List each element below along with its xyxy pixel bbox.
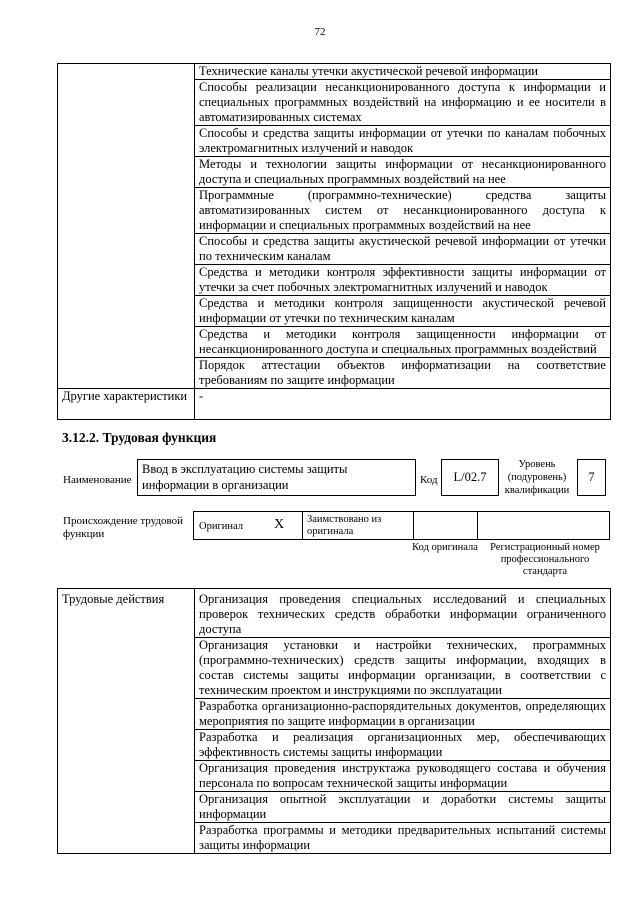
other-characteristics-value: -: [195, 389, 611, 420]
table-cell: Средства и методики контроля защищенности информации от несанкционированного доступа и специальных программных воздействий: [195, 327, 611, 358]
table-cell: Порядок аттестации объектов информатизации на соответствие требованиям по защите информации: [195, 358, 611, 389]
work-actions-label: Трудовые действия: [58, 589, 195, 854]
borrowed-label: Заимствовано из оригинала: [307, 514, 382, 537]
code-value: L/02.7: [453, 470, 487, 484]
table-cell: Организация установки и настройки технических, программных (программно-технических) средств защиты информации, входящих в состав системы защиты информации организации, в соответствии с техническим проектом и инструкциями по эксплуатации: [195, 638, 611, 699]
name-value-box: [137, 459, 416, 496]
table-cell: Способы и средства защиты информации от утечки по каналам побочных электромагнитных излучений и наводок: [195, 126, 611, 157]
code-value-box: [441, 459, 499, 496]
code-original-label: Код оригинала: [412, 542, 478, 553]
table-row: [58, 589, 611, 638]
empty-label-cell: [58, 64, 195, 389]
reg-number-label: Регистрационный номер профессионального стандарта: [490, 542, 600, 577]
work-actions-table: [57, 588, 611, 854]
other-characteristics-label: Другие характеристики: [58, 389, 195, 420]
table-row: [58, 64, 611, 80]
original-label: Оригинал: [199, 521, 243, 532]
level-value: 7: [588, 470, 595, 484]
table-cell: Организация проведения специальных исследований и специальных проверок технических средств обработки информации ограниченного доступа: [195, 589, 611, 638]
table-cell: Средства и методики контроля защищенности акустической речевой информации от утечки по техническим каналам: [195, 296, 611, 327]
name-value: Ввод в эксплуатацию системы защиты информации в организации: [142, 462, 348, 492]
reg-number-box: [477, 511, 610, 540]
knowledge-table: [57, 63, 611, 420]
page-number: 72: [314, 26, 326, 38]
code-label: Код: [420, 474, 438, 486]
table-cell: Программные (программно-технические) средства защиты автоматизированных систем от несанкционированного доступа к информации и специальных программных воздействий на нее: [195, 188, 611, 234]
table-cell: Разработка и реализация организационных мер, обеспечивающих эффективность системы защиты информации: [195, 730, 611, 761]
borrowed-box: [302, 511, 414, 540]
level-value-box: [577, 459, 606, 496]
section-title: 3.12.2. Трудовая функция: [62, 430, 217, 445]
table-cell: Средства и методики контроля эффективности защиты информации от утечки за счет побочных электромагнитных излучений и наводок: [195, 265, 611, 296]
original-mark: X: [274, 517, 285, 532]
origin-label: Происхождение трудовой функции: [63, 515, 184, 540]
code-original-box: [413, 511, 478, 540]
table-cell: Методы и технологии защиты информации от несанкционированного доступа и специальных программных воздействий на нее: [195, 157, 611, 188]
table-row: [58, 389, 611, 420]
name-label: Наименование: [63, 474, 132, 486]
table-cell: Разработка программы и методики предварительных испытаний системы защиты информации: [195, 823, 611, 854]
original-box: [193, 511, 303, 540]
table-cell: Способы реализации несанкционированного доступа к информации и специальных программных воздействий на информацию и ее носители в автоматизированных системах: [195, 80, 611, 126]
table-cell: Организация опытной эксплуатации и доработки системы защиты информации: [195, 792, 611, 823]
table-cell: Технические каналы утечки акустической речевой информации: [195, 64, 611, 80]
level-label: Уровень (подуровень) квалификации: [504, 459, 570, 496]
table-cell: Разработка организационно-распорядительных документов, определяющих мероприятия по защите информации в организации: [195, 699, 611, 730]
table-cell: Способы и средства защиты акустической речевой информации от утечки по техническим каналам: [195, 234, 611, 265]
table-cell: Организация проведения инструктажа руководящего состава и обучения персонала по вопросам технической защиты информации: [195, 761, 611, 792]
